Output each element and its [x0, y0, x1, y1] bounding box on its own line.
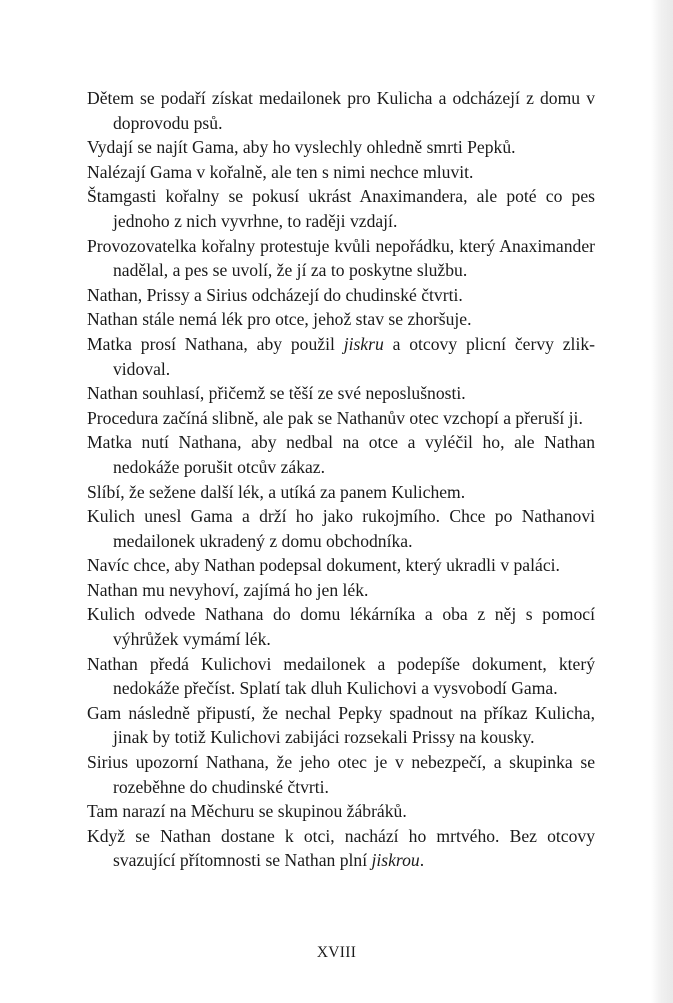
- synopsis-paragraph: [87, 504, 595, 553]
- paragraph-text: Nathan, Prissy a Sirius odcházejí do chudinské čtvrti.: [87, 284, 463, 305]
- synopsis-text-block: [87, 86, 595, 873]
- paragraph-text: Nathan souhlasí, přičemž se těší ze své neposlušnosti.: [87, 383, 466, 404]
- paragraph-text: Když se Nathan dostane k otci, nachází ho mrtvého. Bez otcovy svazující přítomnosti se Nathan plní: [87, 825, 595, 871]
- paragraph-text: Matka prosí Nathana, aby použil: [87, 333, 344, 354]
- synopsis-paragraph: [87, 824, 595, 873]
- paragraph-text: Kulich odvede Nathana do domu lékárníka a oba z něj s pomocí výhrůžek vymámí lék.: [87, 604, 595, 650]
- synopsis-paragraph: [87, 234, 595, 283]
- synopsis-paragraph: [87, 160, 595, 185]
- paragraph-text: Kulich unesl Gama a drží ho jako rukojmího. Chce po Nathanovi medailonek ukradený z domu obchodníka.: [87, 506, 595, 551]
- paragraph-text: Navíc chce, aby Nathan podepsal dokument, který ukradli v paláci.: [87, 555, 560, 576]
- synopsis-paragraph: [87, 135, 595, 160]
- paragraph-text: Dětem se podaří získat medailonek pro Kulicha a odcházejí z domu v doprovodu psů.: [87, 88, 595, 133]
- synopsis-paragraph: [87, 553, 595, 578]
- paragraph-text: Vydají se najít Gama, aby ho vyslechly ohledně smrti Pepků.: [87, 137, 516, 158]
- synopsis-paragraph: [87, 283, 595, 308]
- paragraph-text: Matka nutí Nathana, aby nedbal na otce a vyléčil ho, ale Nathan nedokáže porušit otcův zákaz.: [87, 432, 595, 477]
- paragraph-text: a otcovy plicní červy zlikvidoval.: [113, 333, 595, 379]
- synopsis-paragraph: [87, 86, 595, 135]
- italic-term: jiskrou: [371, 850, 420, 871]
- paragraph-text: Nalézají Gama v kořalně, ale ten s nimi nechce mluvit.: [87, 161, 474, 182]
- paragraph-text: .: [419, 850, 425, 871]
- synopsis-paragraph: [87, 750, 595, 799]
- synopsis-paragraph: [87, 652, 595, 701]
- paragraph-text: Gam následně připustí, že nechal Pepky spadnout na příkaz Kulicha, jinak by totiž Kulichovi zabijáci rozsekali Prissy na kousky.: [87, 702, 595, 748]
- synopsis-paragraph: [87, 480, 595, 505]
- paragraph-text: Nathan stále nemá lék pro otce, jehož stav se zhoršuje.: [87, 309, 472, 330]
- paragraph-text: Štamgasti kořalny se pokusí ukrást Anaximandera, ale poté co pes jednoho z nich vyvrhne, to raději vzdají.: [87, 186, 595, 231]
- synopsis-paragraph: [87, 381, 595, 406]
- italic-term: jiskru: [343, 333, 384, 354]
- synopsis-paragraph: [87, 799, 595, 824]
- paragraph-text: Procedura začíná slibně, ale pak se Nathanův otec vzchopí a přeruší ji.: [87, 407, 583, 428]
- synopsis-paragraph: [87, 332, 595, 381]
- synopsis-paragraph: [87, 578, 595, 603]
- paragraph-text: Sirius upozorní Nathana, že jeho otec je v nebezpečí, a skupinka se rozeběhne do chudinské čtvrti.: [87, 752, 595, 797]
- page-number: XVIII: [316, 944, 357, 961]
- synopsis-paragraph: [87, 307, 595, 332]
- synopsis-paragraph: [87, 406, 595, 431]
- paragraph-text: Tam narazí na Měchuru se skupinou žábráků.: [87, 801, 407, 822]
- paragraph-text: Provozovatelka kořalny protestuje kvůli nepořádku, který Anaximander nadělal, a pes se uvolí, že jí za to poskytne službu.: [87, 235, 595, 281]
- synopsis-paragraph: [87, 602, 595, 651]
- synopsis-paragraph: [87, 184, 595, 233]
- paragraph-text: Nathan mu nevyhoví, zajímá ho jen lék.: [87, 579, 369, 600]
- paragraph-text: Slíbí, že sežene další lék, a utíká za panem Kulichem.: [87, 481, 466, 502]
- page-edge-shadow: [651, 0, 673, 1003]
- paragraph-text: Nathan předá Kulichovi medailonek a podepíše dokument, který nedokáže přečíst. Splatí tak dluh Kulichovi a vysvobodí Gama.: [87, 653, 595, 699]
- synopsis-paragraph: [87, 701, 595, 750]
- synopsis-paragraph: [87, 430, 595, 479]
